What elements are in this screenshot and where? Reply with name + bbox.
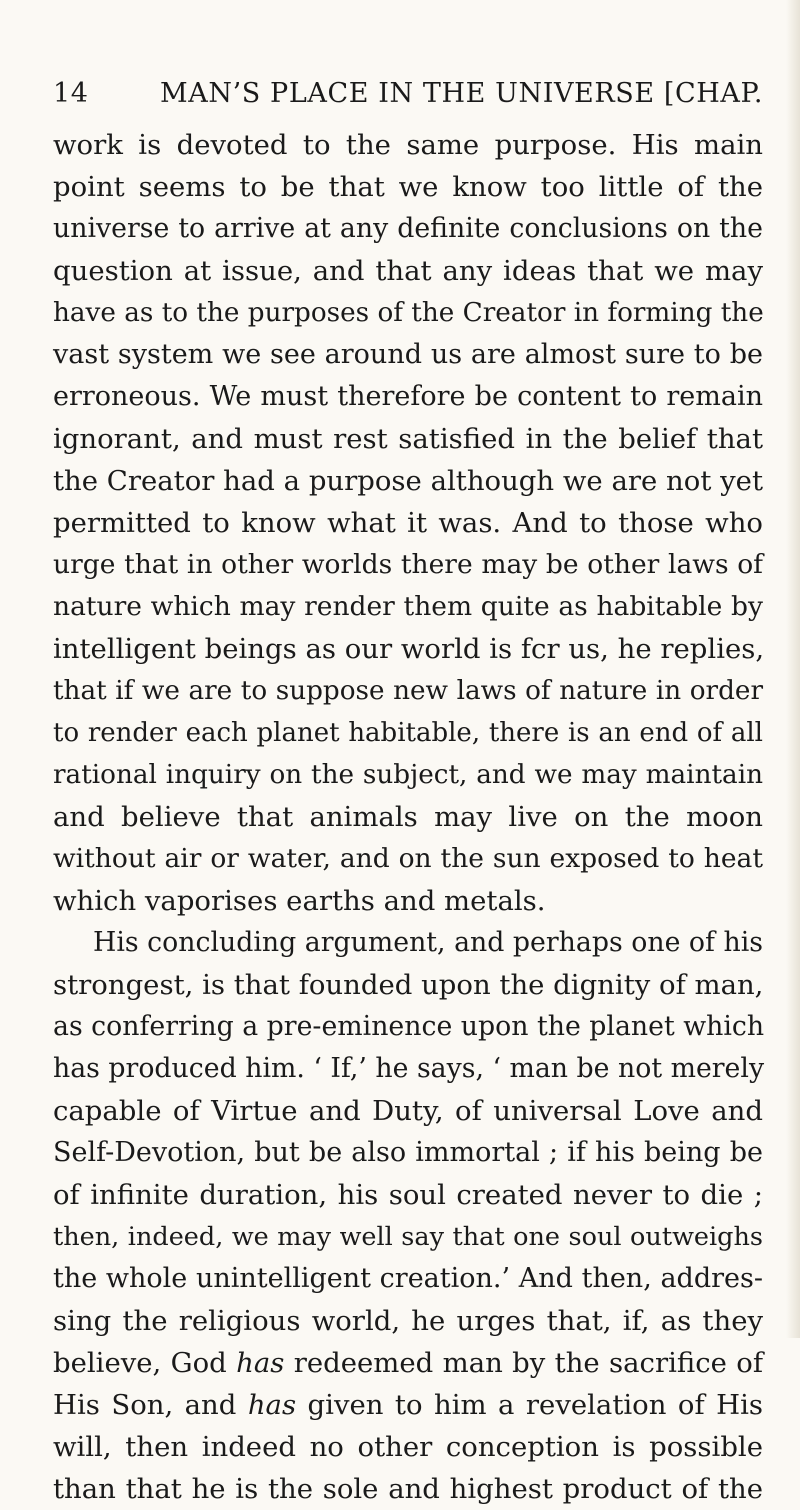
- text-line: capable of Virtue and Duty, of universal Love and: [53, 1095, 763, 1127]
- text-line: the Creator had a purpose although we are not yet: [53, 465, 763, 497]
- text-line: universe to arrive at any definite conclusions on the: [53, 213, 763, 244]
- text-line: sing the religious world, he urges that, if, as they: [53, 1305, 763, 1337]
- text-line: point seems to be that we know too little of the: [53, 171, 763, 203]
- text-line: that if we are to suppose new laws of nature in order: [53, 676, 763, 706]
- text-line: permitted to know what it was. And to those who: [53, 507, 763, 539]
- book-page: [53, 72, 763, 1510]
- text-line: urge that in other worlds there may be other laws of: [53, 549, 763, 580]
- text-line: intelligent beings as our world is fcr us, he replies,: [53, 633, 765, 665]
- text-segment: redeemed man by the sacrifice of: [284, 1347, 763, 1379]
- text-line: have as to the purposes of the Creator in forming the: [53, 298, 764, 328]
- text-line: has produced him. ‘ If,’ he says, ‘ man be not merely: [53, 1053, 765, 1084]
- italic-emphasis: has: [247, 1389, 297, 1421]
- running-header: [53, 72, 763, 116]
- page-edge-shadow: [786, 0, 800, 1338]
- text-line: work is devoted to the same purpose. His main: [53, 129, 763, 161]
- text-line: the whole unintelligent creation.’ And then, addres-: [53, 1263, 763, 1294]
- text-line: [53, 1342, 763, 1384]
- text-segment: His Son, and: [53, 1389, 248, 1421]
- text-segment: believe, God: [53, 1347, 237, 1379]
- text-line: as conferring a pre-eminence upon the planet which: [53, 1011, 765, 1042]
- running-head-title: MAN’S PLACE IN THE UNIVERSE [CHAP.: [160, 78, 763, 109]
- text-line: strongest, is that founded upon the dignity of man,: [53, 969, 764, 1001]
- text-line: question at issue, and that any ideas that we may: [53, 255, 763, 287]
- text-line: than that he is the sole and highest product of the: [53, 1473, 763, 1505]
- text-line: of infinite duration, his soul created never to die ;: [53, 1179, 763, 1211]
- text-line: Self-Devotion, but be also immortal ; if his being be: [53, 1137, 763, 1168]
- page-number: 14: [53, 78, 89, 109]
- paragraph-start-line: His concluding argument, and perhaps one of his: [93, 927, 763, 958]
- text-segment: given to him a revelation of His: [296, 1389, 763, 1421]
- text-line: to render each planet habitable, there is an end of all: [53, 718, 763, 748]
- text-line: then, indeed, we may well say that one soul outweighs: [53, 1222, 763, 1252]
- text-line: nature which may render them quite as habitable by: [53, 591, 763, 622]
- body-text: [53, 124, 763, 1510]
- text-line: ignorant, and must rest satisfied in the belief that: [53, 423, 763, 455]
- text-line: erroneous. We must therefore be content to remain: [53, 381, 763, 412]
- text-line: vast system we see around us are almost sure to be: [53, 339, 763, 370]
- text-line: will, then indeed no other conception is possible: [53, 1431, 763, 1463]
- text-line: and believe that animals may live on the moon: [53, 801, 763, 833]
- italic-emphasis: has: [236, 1347, 285, 1379]
- text-line: without air or water, and on the sun exposed to heat: [53, 843, 763, 874]
- paragraph-end-line: which vaporises earths and metals.: [53, 885, 546, 917]
- text-line: [53, 1384, 763, 1426]
- text-line: rational inquiry on the subject, and we may maintain: [53, 760, 763, 790]
